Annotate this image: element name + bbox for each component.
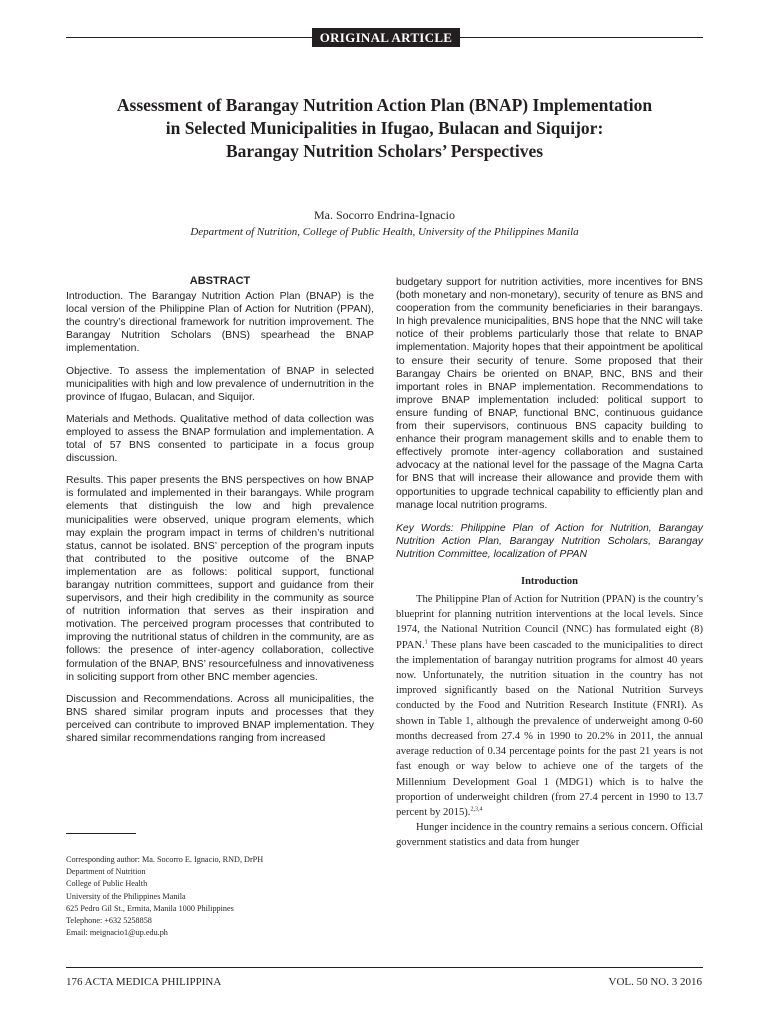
footer-rule — [66, 967, 703, 968]
footer-journal: 176 ACTA MEDICA PHILIPPINA — [66, 976, 222, 988]
correspondence-line: University of the Philippines Manila — [66, 891, 186, 901]
title-line-1: Assessment of Barangay Nutrition Action Plan (BNAP) Implementation — [116, 95, 653, 115]
abstract-methods: Materials and Methods. Qualitative method of data collection was employed to assess the BNAP formulation and implementation. A total of 57 BNS consented to participate in a focus group discussion. — [66, 413, 374, 465]
correspondence-line: Corresponding author: Ma. Socorro E. Ignacio, RND, DrPH — [66, 855, 264, 864]
header-rule-left — [66, 37, 312, 38]
title-line-3: Barangay Nutrition Scholars’ Perspectives — [225, 141, 544, 161]
keywords: Key Words: Philippine Plan of Action for Nutrition, Barangay Nutrition Action Plan, Barangay Nutrition Scholars, Barangay Nutrition Committee, localization of PPAN — [396, 522, 703, 560]
correspondence-line: Department of Nutrition — [66, 867, 146, 877]
section-label: ORIGINAL ARTICLE — [312, 28, 460, 47]
abstract-discussion: Discussion and Recommendations. Across all municipalities, the BNS shared similar program inputs and processes that they perceived can contribute to improved BNAP implementation. They shared similar recommendations ranging from increased — [66, 693, 374, 744]
introduction-paragraph-1 — [396, 592, 703, 820]
intro-text-b: These plans have been cascaded to the municipalities to direct the implementation of barangay nutrition programs for almost 40 years now. Unfortunately, the nutrition situation in the country has not improved significantly based on the National Nutrition Surveys conducted by the Food and Nutrition Research Institute (FNRI). As shown in Table 1, although the prevalence of underweight among 0-60 months decreased from 27.4 % in 1990 to 20.2% in 2011, the annual average reduction of 0.34 percentage points for the past 21 years is not fast enough or way below to achieve one of the targets of the Millennium Development Goal 1 (MDG1) which is to halve the proportion of underweight children (from 27.4 percent in 1990 to 13.7 percent by 2015). — [396, 639, 703, 818]
correspondence-line: College of Public Health — [66, 879, 148, 889]
author-affiliation: Department of Nutrition, College of Public Health, University of the Philippines Manila — [190, 226, 579, 238]
right-column — [396, 276, 703, 851]
abstract-introduction: Introduction. The Barangay Nutrition Action Plan (BNAP) is the local version of the Philippine Plan of Action for Nutrition (PPAN), the country’s directional framework for nutrition improvement. The Barangay Nutrition Scholars (BNS) spearhead the BNAP implementation. — [66, 291, 374, 355]
abstract-heading: ABSTRACT — [189, 275, 251, 287]
article-title — [66, 94, 703, 163]
author-name: Ma. Socorro Endrina-Ignacio — [314, 208, 455, 222]
introduction-heading: Introduction — [521, 575, 578, 587]
reference-marker[interactable]: 1 — [424, 639, 428, 646]
abstract-results: Results. This paper presents the BNS perspectives on how BNAP is formulated and implemented in their barangays. While program elements that distinguish the low and high prevalence municipalities were observed, unique program elements, which may explain the program impact in terms of children’s nutritional status, cannot be isolated. BNS’ perception of the program inputs that contributed to the positive outcome of the BNAP implementation are as follows: political support, functional barangay nutrition committees, support and guidance from their supervisors, and their high credibility in the community as source of nutrition information that serves as their inspiration and motivation. The perceived program processes that contributed to improving the nutritional status of children in the community, are as follows: the presence of inter-agency collaboration, collective formulation of the BNAP, BNS’ resourcefulness and innovativeness in soliciting support from other BNC member agencies. — [66, 475, 374, 683]
correspondence-line: Telephone: +632 5258858 — [66, 916, 152, 926]
correspondence-block — [66, 854, 366, 939]
header-rule-right — [460, 37, 703, 38]
footnote-rule — [66, 833, 136, 834]
correspondence-line: 625 Pedro Gil St., Ermita, Manila 1000 Philippines — [66, 903, 234, 913]
intro-text-a: The Philippine Plan of Action for Nutrition (PPAN) is the country’s blueprint for planning nutrition interventions at the local levels. Since 1974, the National Nutrition Council (NNC) has formulated eight (8) PPAN. — [396, 594, 703, 651]
correspondence-email[interactable]: Email: meignacio1@up.edu.ph — [66, 928, 168, 938]
reference-marker[interactable]: 2,3,4 — [470, 806, 483, 813]
footer-volume: VOL. 50 NO. 3 2016 — [608, 976, 702, 988]
abstract-objective: Objective. To assess the implementation of BNAP in selected municipalities with high and low prevalence of undernutrition in the province of Ifugao, Bulacan, and Siquijor. — [66, 365, 374, 403]
introduction-paragraph-2: Hunger incidence in the country remains a serious concern. Official government statistics and data from hunger — [396, 822, 703, 849]
left-column — [66, 275, 374, 754]
title-line-2: in Selected Municipalities in Ifugao, Bulacan and Siquijor: — [165, 118, 604, 138]
abstract-discussion-continued: budgetary support for nutrition activities, more incentives for BNS (both monetary and non-monetary), security of tenure as BNS and cooperation from the community beneficiaries in their barangays. In high prevalence municipalities, BNS hope that the NNC will take notice of their problems particularly those that relate to BNAP implementation. Majority hopes that their appointment be apolitical to ensure their security of tenure. Some proposed that their Barangay Chairs be oriented on BNAP, BNC, BNS and their important roles in BNAP implementation. Recommendations to improve BNAP implementation included: political support to ensure funding of BNAP, functional BNC, continuous guidance from their supervisors, continuous BNS capacity building to enhance their program management skills and to enable them to effectively promote inter-agency collaboration and sustained advocacy at the national level for the passage of the Magna Carta for BNS that will increase their allowance and provide them with opportunities to upgrade technical capability to efficiently plan and manage local nutrition programs. — [396, 277, 703, 511]
